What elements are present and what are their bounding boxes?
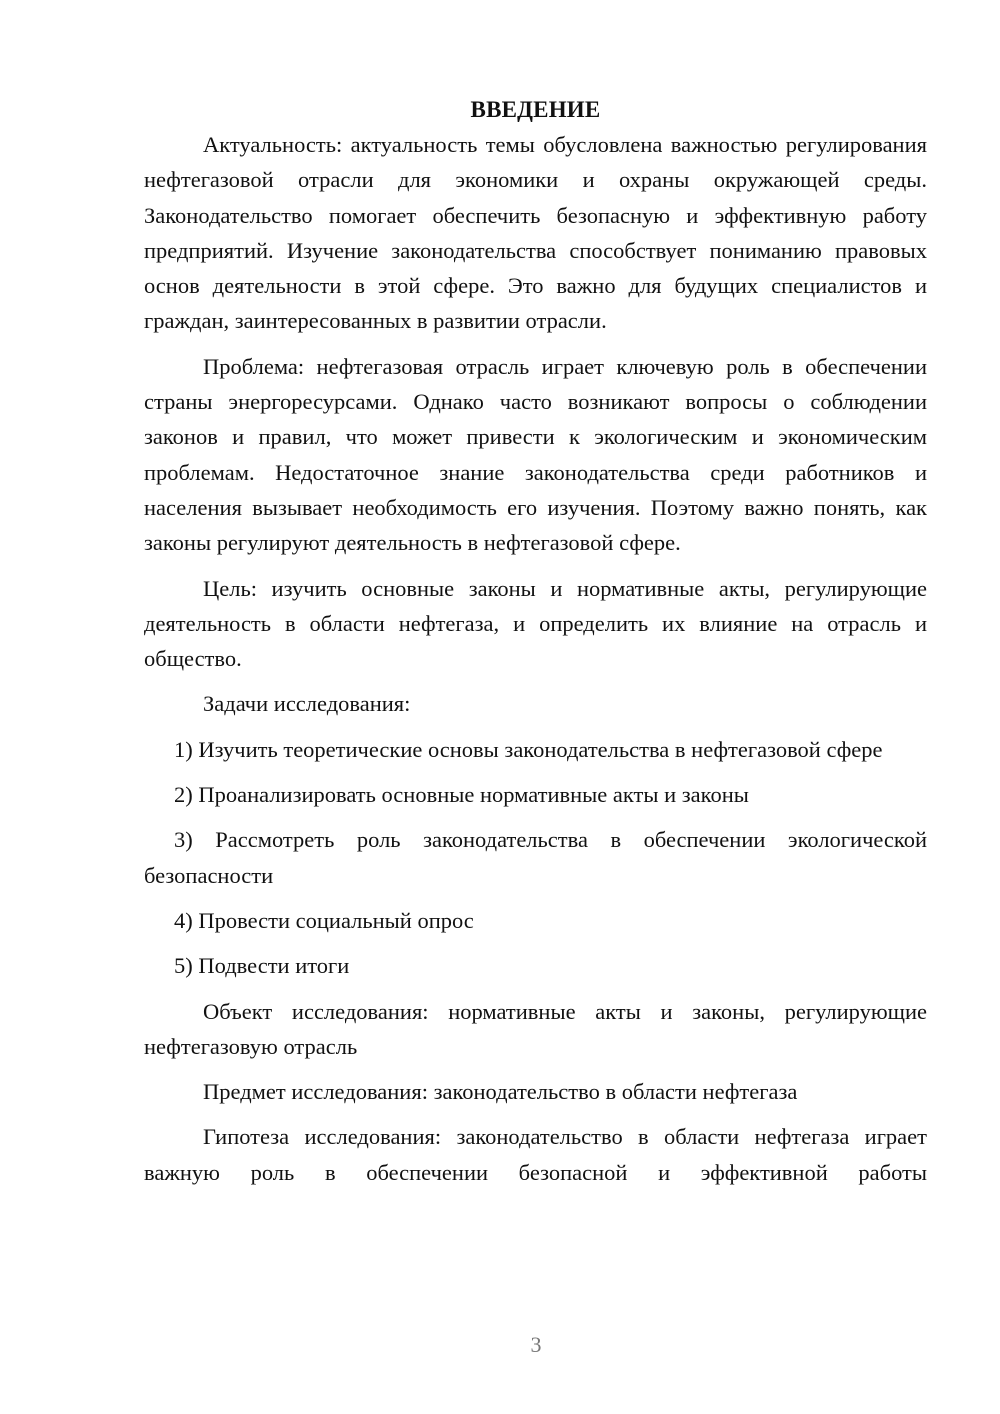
paragraph-hypothesis: Гипотеза исследования: законодательство в области нефтегаза играет важную роль в обеспечении безопасной и эффективной работы: [144, 1124, 927, 1185]
task-item-3: 3) Рассмотреть роль законодательства в обеспечении экологической безопасности: [144, 827, 927, 888]
paragraph-goal: Цель: изучить основные законы и нормативные акты, регулирующие деятельность в области нефтегаза, и определить их влияние на отрасль и общество.: [144, 575, 927, 672]
page-title: ВВЕДЕНИЕ: [470, 97, 601, 122]
task-item-2: 2) Проанализировать основные нормативные акты и законы: [174, 782, 749, 808]
paragraph-tasks-heading: Задачи исследования:: [203, 691, 411, 717]
task-item-1: 1) Изучить теоретические основы законодательства в нефтегазовой сфере: [174, 736, 883, 762]
paragraph-relevance: Актуальность: актуальность темы обусловлена важностью регулирования нефтегазовой отрасли для экономики и охраны окружающей среды. Законодательство помогает обеспечить безопасную и эффективную работу предприятий. Изучение законодательства способствует пониманию правовых основ деятельности в этой сфере. Это важно для будущих специалистов и граждан, заинтересованных в развитии отрасли.: [144, 132, 927, 334]
document-page: [144, 92, 927, 1190]
paragraph-subject: Предмет исследования: законодательство в области нефтегаза: [203, 1079, 798, 1105]
task-item-5: 5) Подвести итоги: [174, 953, 350, 979]
task-item-4: 4) Провести социальный опрос: [174, 907, 474, 933]
paragraph-problem: Проблема: нефтегазовая отрасль играет ключевую роль в обеспечении страны энергоресурсами. Однако часто возникают вопросы о соблюдении законов и правил, что может привести к экологическим и экономическим проблемам. Недостаточное знание законодательства среди работников и населения вызывает необходимость его изучения. Поэтому важно понять, как законы регулируют деятельность в нефтегазовой сфере.: [144, 353, 927, 556]
page-number: 3: [530, 1332, 542, 1357]
paragraph-object: Объект исследования: нормативные акты и законы, регулирующие нефтегазовую отрасль: [144, 998, 927, 1059]
